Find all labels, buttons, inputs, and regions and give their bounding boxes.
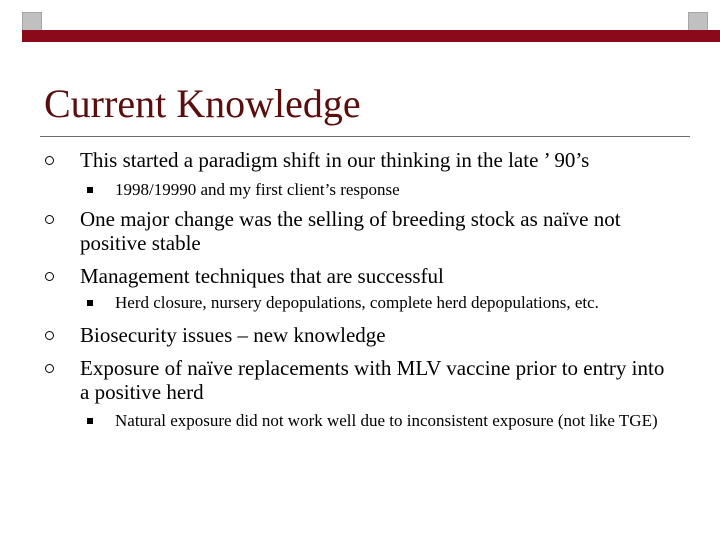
list-item: This started a paradigm shift in our thinking in the late ’ 90’s — [80, 148, 590, 172]
list-item: Biosecurity issues – new knowledge — [80, 323, 386, 347]
list-item: Natural exposure did not work well due to inconsistent exposure (not like TGE) — [115, 411, 658, 430]
hollow-circle-bullet-icon — [45, 272, 54, 281]
square-bullet-icon — [87, 418, 93, 424]
hollow-circle-bullet-icon — [45, 156, 54, 165]
list-item: Herd closure, nursery depopulations, complete herd depopulations, etc. — [115, 293, 599, 312]
square-bullet-icon — [87, 300, 93, 306]
hollow-circle-bullet-icon — [45, 215, 54, 224]
slide-title: Current Knowledge — [44, 81, 361, 126]
hollow-circle-bullet-icon — [45, 331, 54, 340]
list-item: Exposure of naïve replacements with MLV vaccine prior to entry into a positive herd — [80, 356, 665, 404]
list-item: Management techniques that are successful — [80, 264, 444, 288]
square-bullet-icon — [87, 187, 93, 193]
hollow-circle-bullet-icon — [45, 364, 54, 373]
list-item: 1998/19990 and my first client’s response — [115, 180, 400, 199]
list-item: One major change was the selling of breeding stock as naïve not positive stable — [80, 207, 621, 255]
